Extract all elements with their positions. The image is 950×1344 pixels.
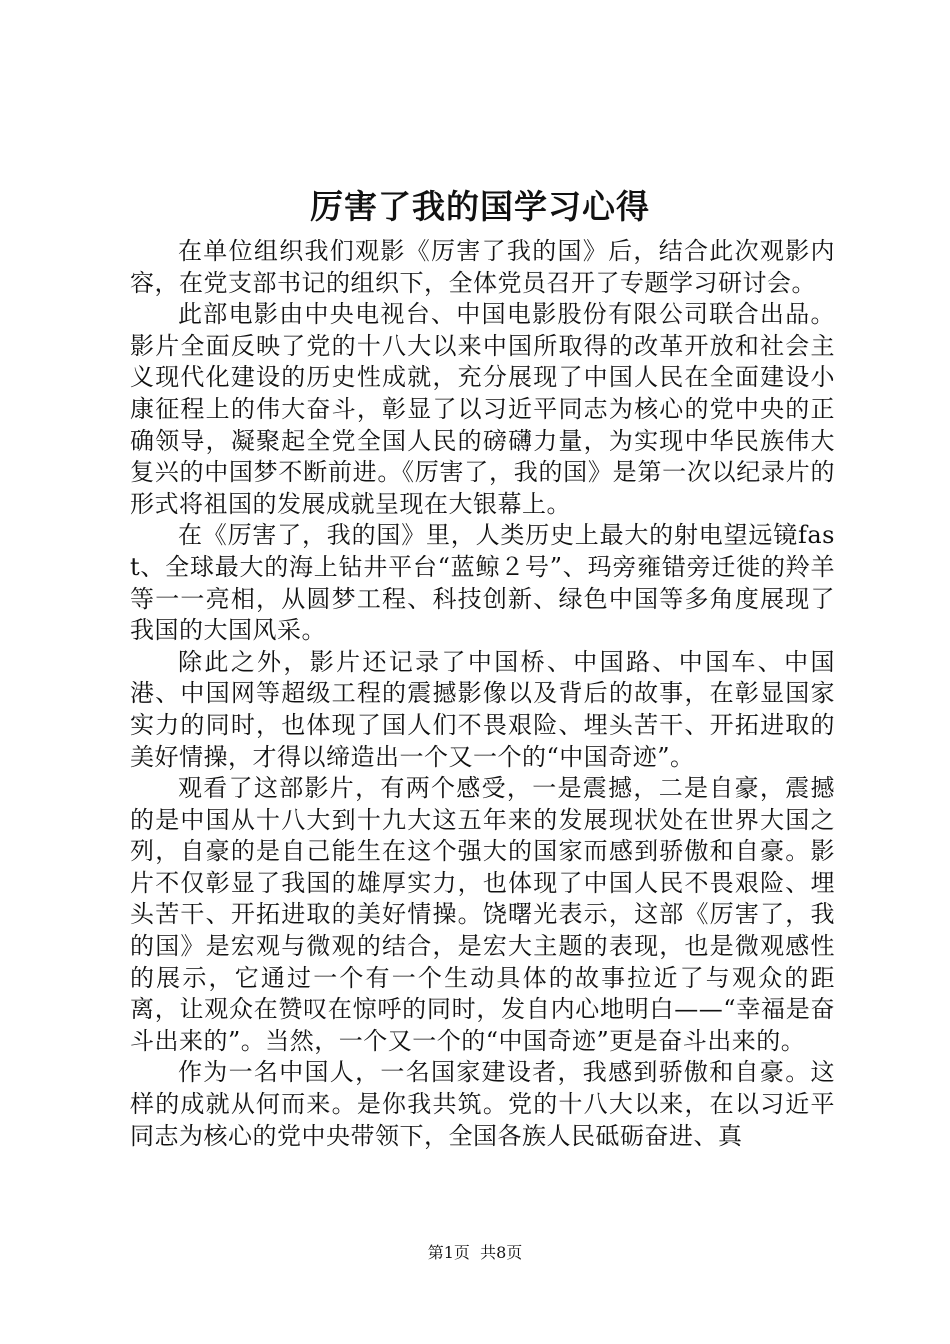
document-title: 厉害了我的国学习心得 [310, 187, 650, 226]
paragraph-4: 除此之外，影片还记录了中国桥、中国路、中国车、中国港、中国网等超级工程的震撼影像以及背后的故事，在彰显国家实力的同时，也体现了国人们不畏艰险、埋头苦干、开拓进取的美好情操，才得以缔造出一个又一个的“中国奇迹”。 [130, 647, 835, 771]
page-number: 第1页 [427, 1243, 470, 1262]
paragraph-2: 此部电影由中央电视台、中国电影股份有限公司联合出品。影片全面反映了党的十八大以来中国所取得的改革开放和社会主义现代化建设的历史性成就，充分展现了中国人民在全面建设小康征程上的伟大奋斗，彰显了以习近平同志为核心的党中央的正确领导，凝聚起全党全国人民的磅礴力量，为实现中华民族伟大复兴的中国梦不断前进。《厉害了，我的国》是第一次以纪录片的形式将祖国的发展成就呈现在大银幕上。 [130, 300, 835, 518]
page-footer [0, 1243, 950, 1263]
paragraph-6: 作为一名中国人，一名国家建设者，我感到骄傲和自豪。这样的成就从何而来。是你我共筑。党的十八大以来，在以习近平同志为核心的党中央带领下，全国各族人民砥砺奋进、真 [130, 1058, 835, 1150]
paragraph-5: 观看了这部影片，有两个感受，一是震撼，二是自豪，震撼的是中国从十八大到十九大这五年来的发展现状处在世界大国之列，自豪的是自己能生在这个强大的国家而感到骄傲和自豪。影片不仅彰显了我国的雄厚实力，也体现了中国人民不畏艰险、埋头苦干、开拓进取的美好情操。饶曙光表示，这部《厉害了，我的国》是宏观与微观的结合，是宏大主题的表现，也是微观感性的展示，它通过一个有一个生动具体的故事拉近了与观众的距离，让观众在赞叹在惊呼的同时，发自内心地明白——“幸福是奋斗出来的”。当然，一个又一个的“中国奇迹”更是奋斗出来的。 [130, 774, 835, 1055]
page-total: 共8页 [480, 1243, 523, 1262]
paragraph-1: 在单位组织我们观影《厉害了我的国》后，结合此次观影内容，在党支部书记的组织下，全体党员召开了专题学习研讨会。 [130, 237, 835, 297]
document-body [130, 236, 835, 1152]
paragraph-3: 在《厉害了，我的国》里，人类历史上最大的射电望远镜fast、全球最大的海上钻井平台“蓝鲸２号”、玛旁雍错旁迁徙的羚羊等一一亮相，从圆梦工程、科技创新、绿色中国等多角度展现了我国的大国风采。 [130, 521, 835, 645]
footer-separator [470, 1243, 480, 1262]
